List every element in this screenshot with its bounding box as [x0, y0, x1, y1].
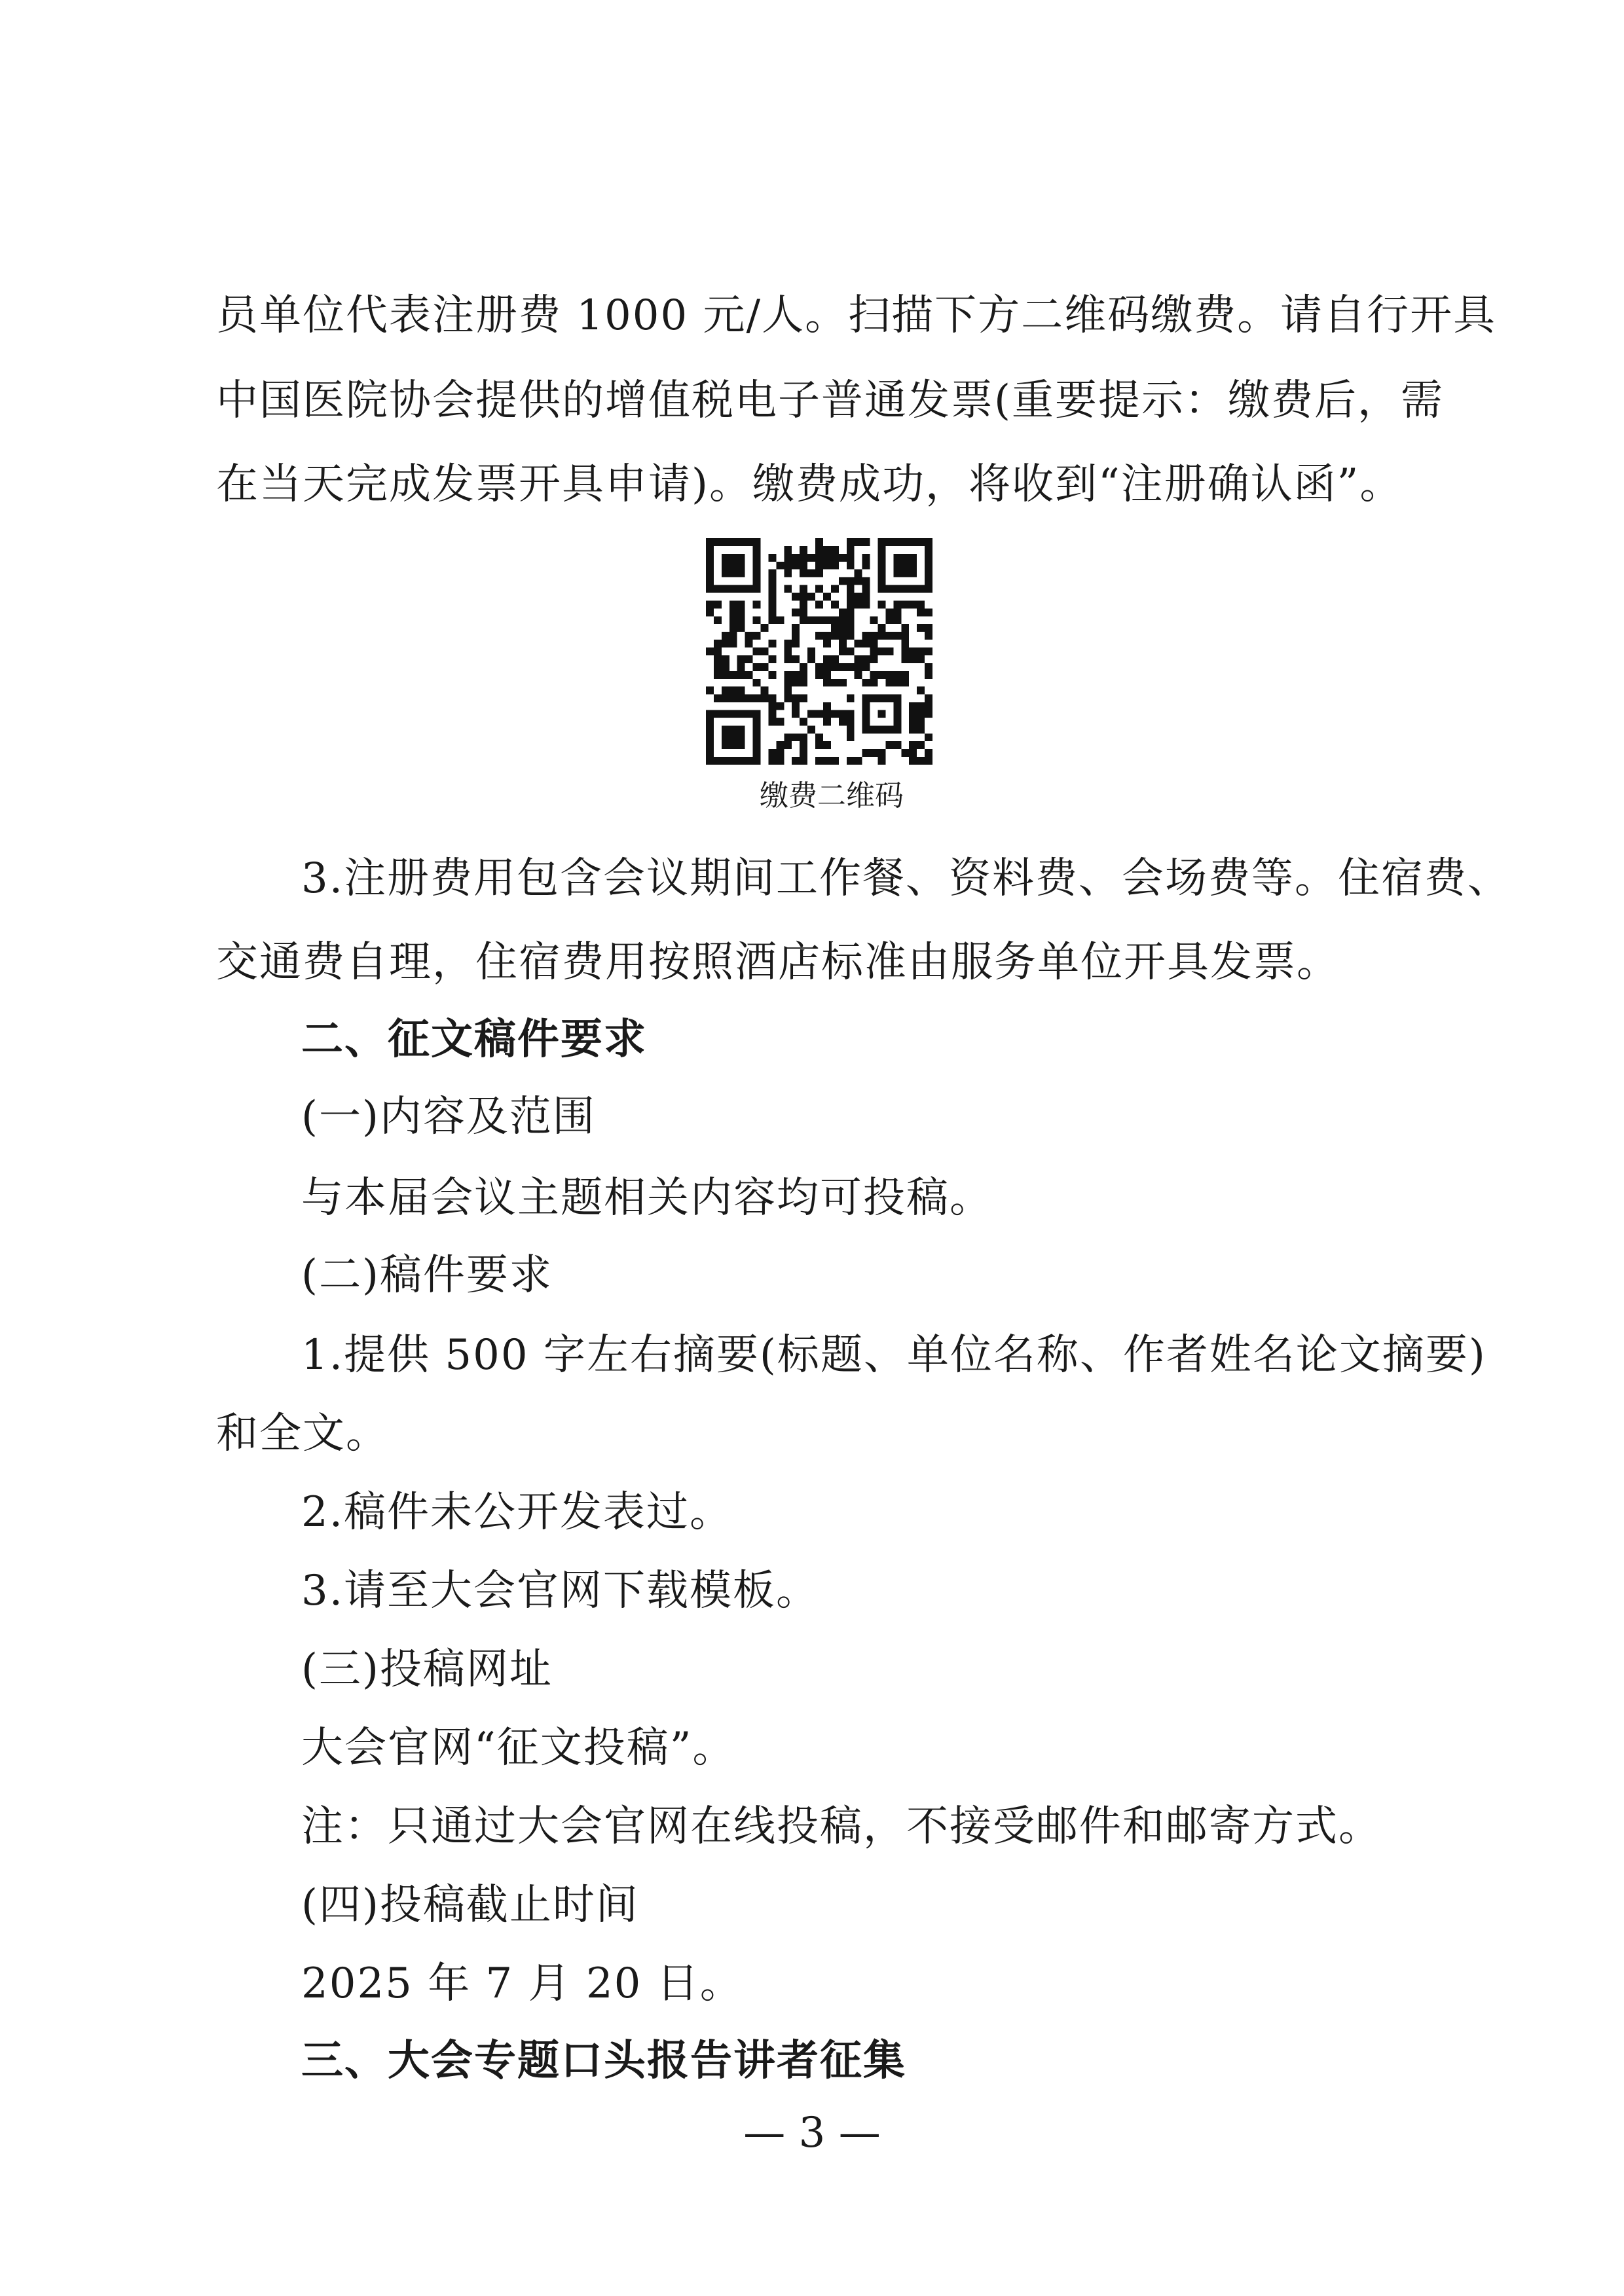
section2-sub3-text: 大会官网“征文投稿”。 [301, 1724, 736, 1772]
section3-title: 三、大会专题口头报告讲者征集 [301, 2037, 906, 2085]
fee-paragraph-line-1: 员单位代表注册费 1000 元/人。扫描下方二维码缴费。请自行开具 [216, 291, 1497, 340]
section2-sub2-item1-line-2: 和全文。 [216, 1410, 389, 1458]
fee-paragraph-line-3: 在当天完成发票开具申请)。缴费成功，将收到“注册确认函”。 [216, 460, 1403, 509]
qr-caption: 缴费二维码 [760, 779, 904, 812]
item3-line-2: 交通费自理，住宿费用按照酒店标准由服务单位开具发票。 [216, 938, 1340, 987]
item3-line-1: 3.注册费用包含会议期间工作餐、资料费、会场费等。住宿费、 [301, 854, 1511, 903]
section2-sub4-title: (四)投稿截止时间 [301, 1881, 639, 1929]
section2-sub2-item3: 3.请至大会官网下载模板。 [301, 1567, 820, 1615]
section2-sub4-text: 2025 年 7 月 20 日。 [301, 1959, 743, 2008]
section2-sub1-title: (一)内容及范围 [301, 1093, 596, 1141]
fee-paragraph-line-2: 中国医院协会提供的增值税电子普通发票(重要提示：缴费后，需 [216, 376, 1444, 425]
qr-code-icon [706, 538, 932, 765]
section2-sub2-title: (二)稿件要求 [301, 1251, 553, 1300]
section2-title: 二、征文稿件要求 [301, 1015, 647, 1064]
page-number: — 3 — [743, 2109, 881, 2157]
section2-sub1-text: 与本届会议主题相关内容均可投稿。 [301, 1174, 993, 1222]
section2-sub2-item1-line-1: 1.提供 500 字左右摘要(标题、单位名称、作者姓名论文摘要) [301, 1331, 1486, 1379]
section2-sub3-title: (三)投稿网址 [301, 1645, 553, 1694]
section2-sub3-note: 注：只通过大会官网在线投稿，不接受邮件和邮寄方式。 [301, 1802, 1382, 1851]
section2-sub2-item2: 2.稿件未公开发表过。 [301, 1488, 733, 1537]
